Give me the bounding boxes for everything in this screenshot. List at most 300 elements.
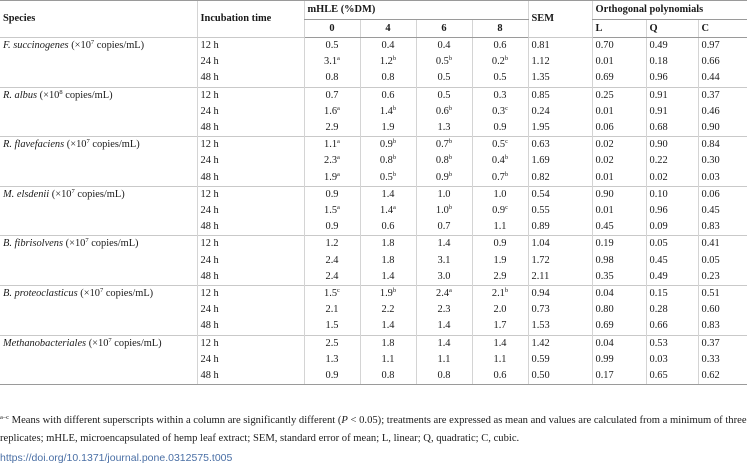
table-row — [0, 219, 747, 236]
incubation-time-cell: 24 h — [197, 352, 304, 368]
sem-cell: 1.42 — [528, 335, 592, 352]
mhle-value: 0.5 — [493, 72, 507, 84]
mhle-value-cell — [304, 318, 360, 335]
mhle-value: 2.4 — [325, 270, 339, 282]
incubation-time-cell: 48 h — [197, 120, 304, 137]
cubic-cell: 0.83 — [698, 219, 747, 236]
header-quadratic: Q — [646, 20, 698, 38]
significance-superscript: b — [448, 204, 453, 212]
species-unit-prefix: (×10 — [86, 337, 109, 349]
linear-cell: 0.90 — [592, 186, 646, 203]
table-row — [0, 368, 747, 385]
quadratic-cell: 0.09 — [646, 219, 698, 236]
header-incubation-time: Incubation time — [197, 1, 304, 38]
species-cell — [0, 335, 197, 352]
mhle-value: 1.5 — [325, 320, 339, 332]
mhle-value-cell — [472, 219, 528, 236]
incubation-time-cell: 24 h — [197, 54, 304, 70]
significance-superscript: b — [392, 287, 397, 295]
mhle-value: 2.3 — [324, 155, 338, 167]
mhle-value: 1.9 — [381, 122, 395, 134]
mhle-value-cell — [304, 302, 360, 318]
species-unit-suffix: copies/mL) — [89, 139, 140, 151]
mhle-value-cell — [416, 368, 472, 385]
cubic-cell: 0.62 — [698, 368, 747, 385]
mhle-value: 1.5 — [324, 288, 338, 300]
sem-cell: 2.11 — [528, 269, 592, 286]
header-mhle: mHLE (%DM) — [304, 1, 528, 20]
mhle-value: 1.4 — [380, 205, 394, 217]
mhle-value-cell — [416, 253, 472, 269]
incubation-time-cell: 12 h — [197, 335, 304, 352]
header-cubic: C — [698, 20, 747, 38]
mhle-value-cell — [472, 269, 528, 286]
mhle-value-cell — [416, 137, 472, 154]
mhle-value: 0.7 — [491, 171, 505, 183]
species-name: F. succinogenes — [3, 40, 69, 51]
species-unit-exponent: 7 — [71, 187, 75, 195]
significance-superscript: c — [337, 287, 340, 295]
header-dose-6: 6 — [416, 20, 472, 38]
mhle-value-cell — [416, 104, 472, 120]
species-cell — [0, 236, 197, 253]
species-cell — [0, 170, 197, 187]
quadratic-cell: 0.91 — [646, 87, 698, 104]
quadratic-cell: 0.96 — [646, 70, 698, 87]
table-row — [0, 38, 747, 55]
mhle-value-cell — [472, 54, 528, 70]
mhle-value-cell — [360, 170, 416, 187]
mhle-value-cell — [360, 302, 416, 318]
mhle-value: 0.9 — [325, 370, 339, 382]
species-cell — [0, 54, 197, 70]
incubation-time-cell: 48 h — [197, 219, 304, 236]
header-dose-0: 0 — [304, 20, 360, 38]
header-sem: SEM — [528, 1, 592, 38]
sem-cell: 0.85 — [528, 87, 592, 104]
mhle-value: 1.4 — [381, 270, 395, 282]
mhle-value-cell — [304, 219, 360, 236]
significance-superscript: b — [392, 55, 397, 63]
cubic-cell: 0.66 — [698, 54, 747, 70]
mhle-value: 1.3 — [325, 353, 339, 365]
mhle-value: 3.0 — [437, 270, 451, 282]
species-unit-suffix: copies/mL) — [94, 40, 145, 51]
mhle-value: 1.7 — [493, 320, 507, 332]
mhle-value: 1.8 — [381, 337, 395, 349]
incubation-time-cell: 48 h — [197, 368, 304, 385]
mhle-value-cell — [416, 219, 472, 236]
cubic-cell: 0.41 — [698, 236, 747, 253]
species-cell — [0, 153, 197, 169]
significance-superscript: a — [337, 55, 340, 63]
mhle-value-cell — [416, 335, 472, 352]
species-unit-prefix: (×10 — [64, 139, 87, 151]
table-row — [0, 153, 747, 169]
footnote-text-a: Means with different superscripts within a column are significantly different ( — [9, 415, 342, 426]
mhle-value-cell — [304, 203, 360, 219]
linear-cell: 0.04 — [592, 335, 646, 352]
footnote-p: P — [341, 415, 348, 426]
table-row — [0, 335, 747, 352]
mhle-value-cell — [304, 236, 360, 253]
species-unit-exponent: 7 — [99, 287, 104, 295]
mhle-value-cell — [360, 153, 416, 169]
incubation-time-cell: 48 h — [197, 269, 304, 286]
linear-cell: 0.69 — [592, 318, 646, 335]
mhle-value-cell — [304, 286, 360, 303]
linear-cell: 0.99 — [592, 352, 646, 368]
mhle-value-cell — [416, 236, 472, 253]
significance-superscript: b — [504, 154, 509, 162]
mhle-value: 1.4 — [379, 105, 393, 117]
table-row — [0, 302, 747, 318]
significance-superscript: a — [393, 204, 396, 212]
species-name: Methanobacteriales — [3, 337, 87, 349]
cubic-cell: 0.33 — [698, 352, 747, 368]
incubation-time-cell: 12 h — [197, 87, 304, 104]
mhle-value-cell — [360, 253, 416, 269]
incubation-time-cell: 12 h — [197, 38, 304, 55]
mhle-value: 2.1 — [491, 288, 505, 300]
quadratic-cell: 0.15 — [646, 286, 698, 303]
mhle-value-cell — [304, 368, 360, 385]
quadratic-cell: 0.22 — [646, 153, 698, 169]
mhle-value-cell — [416, 120, 472, 137]
incubation-time-cell: 24 h — [197, 302, 304, 318]
mhle-value-cell — [360, 318, 416, 335]
linear-cell: 0.19 — [592, 236, 646, 253]
table-row — [0, 87, 747, 104]
footnote-superscript: a–c — [0, 414, 10, 421]
mhle-value-cell — [304, 137, 360, 154]
species-cell — [0, 38, 197, 55]
incubation-time-cell: 24 h — [197, 203, 304, 219]
mhle-value-cell — [472, 104, 528, 120]
significance-superscript: b — [504, 287, 509, 295]
sem-cell: 1.12 — [528, 54, 592, 70]
mhle-value: 1.4 — [437, 337, 451, 349]
table-body — [0, 38, 747, 385]
linear-cell: 0.06 — [592, 120, 646, 137]
sem-cell: 1.72 — [528, 253, 592, 269]
mhle-value-cell — [304, 87, 360, 104]
significance-superscript: b — [392, 104, 397, 112]
significance-superscript: b — [504, 55, 509, 63]
mhle-value: 0.9 — [325, 221, 339, 233]
mhle-value-cell — [304, 269, 360, 286]
mhle-value: 0.6 — [435, 105, 449, 117]
quadratic-cell: 0.65 — [646, 368, 698, 385]
species-cell — [0, 302, 197, 318]
mhle-value-cell — [472, 87, 528, 104]
incubation-time-cell: 12 h — [197, 236, 304, 253]
mhle-value: 1.4 — [493, 337, 507, 349]
mhle-value-cell — [416, 203, 472, 219]
header-orthogonal: Orthogonal polynomials — [592, 1, 747, 20]
species-name: R. albus — [3, 89, 38, 101]
sem-cell: 0.89 — [528, 219, 592, 236]
mhle-value: 1.4 — [437, 320, 451, 332]
mhle-value-cell — [304, 38, 360, 55]
mhle-value-cell — [360, 236, 416, 253]
species-cell — [0, 186, 197, 203]
species-unit-exponent: 7 — [108, 336, 112, 344]
species-unit-prefix: (×10 — [63, 238, 86, 250]
mhle-value-cell — [360, 286, 416, 303]
mhle-value-cell — [416, 70, 472, 87]
mhle-value: 1.9 — [379, 288, 393, 300]
cubic-cell: 0.30 — [698, 153, 747, 169]
incubation-time-cell: 24 h — [197, 153, 304, 169]
mhle-value-cell — [360, 352, 416, 368]
mhle-value: 0.8 — [325, 72, 339, 84]
header-linear: L — [592, 20, 646, 38]
mhle-value: 1.4 — [381, 320, 395, 332]
mhle-value: 0.4 — [491, 155, 505, 167]
quadratic-cell: 0.05 — [646, 236, 698, 253]
mhle-value-cell — [360, 120, 416, 137]
species-cell — [0, 286, 197, 303]
mhle-value: 2.3 — [437, 304, 451, 316]
mhle-value-cell — [416, 153, 472, 169]
quadratic-cell: 0.45 — [646, 253, 698, 269]
cubic-cell: 0.83 — [698, 318, 747, 335]
cubic-cell: 0.60 — [698, 302, 747, 318]
species-cell — [0, 137, 197, 154]
sem-cell: 1.69 — [528, 153, 592, 169]
quadratic-cell: 0.03 — [646, 352, 698, 368]
mhle-value: 0.6 — [381, 221, 395, 233]
significance-superscript: a — [337, 138, 340, 146]
table-row — [0, 70, 747, 87]
cubic-cell: 0.03 — [698, 170, 747, 187]
mhle-value: 1.1 — [493, 353, 507, 365]
species-unit-exponent: 7 — [86, 138, 90, 146]
linear-cell: 0.17 — [592, 368, 646, 385]
cubic-cell: 0.84 — [698, 137, 747, 154]
quadratic-cell: 0.90 — [646, 137, 698, 154]
mhle-value: 0.5 — [437, 72, 451, 84]
doi-link[interactable]: https://doi.org/10.1371/journal.pone.0312575.t005 — [0, 452, 233, 464]
mhle-value-cell — [472, 70, 528, 87]
species-cell — [0, 352, 197, 368]
significance-superscript: a — [337, 154, 340, 162]
mhle-value-cell — [472, 253, 528, 269]
mhle-value: 0.8 — [381, 72, 395, 84]
sem-cell: 0.55 — [528, 203, 592, 219]
table-row — [0, 236, 747, 253]
mhle-value-cell — [360, 203, 416, 219]
significance-superscript: c — [505, 204, 508, 212]
mhle-value: 0.4 — [437, 40, 451, 51]
mhle-value-cell — [472, 170, 528, 187]
significance-superscript: a — [337, 170, 340, 178]
table-row — [0, 137, 747, 154]
mhle-value: 1.2 — [379, 56, 393, 68]
mhle-value: 1.8 — [381, 254, 395, 266]
mhle-value: 1.0 — [437, 188, 451, 200]
mhle-value-cell — [472, 203, 528, 219]
species-name: B. fibrisolvens — [3, 238, 64, 250]
sem-cell: 0.94 — [528, 286, 592, 303]
mhle-value: 1.0 — [493, 188, 507, 200]
table-row — [0, 352, 747, 368]
header-dose-4: 4 — [360, 20, 416, 38]
mhle-value: 1.9 — [493, 254, 507, 266]
mhle-value: 2.5 — [325, 337, 339, 349]
species-unit-exponent: 8 — [59, 88, 63, 96]
species-unit-prefix: (×10 — [77, 288, 100, 300]
mhle-value-cell — [304, 170, 360, 187]
mhle-value-cell — [416, 352, 472, 368]
mhle-value-cell — [304, 153, 360, 169]
mhle-value: 0.3 — [492, 105, 506, 117]
mhle-value: 0.8 — [379, 155, 393, 167]
mhle-value: 0.9 — [493, 122, 507, 134]
mhle-value-cell — [416, 269, 472, 286]
linear-cell: 0.02 — [592, 137, 646, 154]
mhle-value: 0.9 — [325, 188, 339, 200]
cubic-cell: 0.37 — [698, 87, 747, 104]
mhle-value-cell — [360, 104, 416, 120]
species-unit-exponent: 7 — [85, 237, 89, 245]
significance-superscript: b — [448, 154, 453, 162]
mhle-value: 0.8 — [435, 155, 449, 167]
mhle-value-cell — [360, 70, 416, 87]
mhle-value-cell — [360, 54, 416, 70]
mhle-value: 0.9 — [435, 171, 449, 183]
table-row — [0, 203, 747, 219]
mhle-value-cell — [416, 38, 472, 55]
species-unit-prefix: (×10 — [49, 188, 72, 200]
mhle-value: 0.5 — [379, 171, 393, 183]
mhle-value: 1.2 — [325, 238, 339, 250]
sem-cell: 0.63 — [528, 137, 592, 154]
mhle-value: 1.4 — [381, 188, 395, 200]
mhle-value: 0.5 — [492, 139, 506, 151]
quadratic-cell: 0.02 — [646, 170, 698, 187]
linear-cell: 0.01 — [592, 170, 646, 187]
table-row — [0, 186, 747, 203]
mhle-value-cell — [416, 302, 472, 318]
mhle-value-cell — [304, 120, 360, 137]
mhle-value: 1.8 — [381, 238, 395, 250]
mhle-value-cell — [472, 335, 528, 352]
significance-superscript: a — [337, 104, 340, 112]
mhle-value-cell — [472, 352, 528, 368]
sem-cell: 1.35 — [528, 70, 592, 87]
table-row — [0, 104, 747, 120]
linear-cell: 0.01 — [592, 104, 646, 120]
mhle-value-cell — [472, 38, 528, 55]
species-unit-suffix: copies/mL) — [111, 337, 162, 349]
mhle-value: 0.9 — [492, 205, 506, 217]
quadratic-cell: 0.10 — [646, 186, 698, 203]
species-cell — [0, 87, 197, 104]
sem-cell: 0.54 — [528, 186, 592, 203]
significance-superscript: b — [448, 170, 453, 178]
significance-superscript: c — [505, 104, 508, 112]
species-cell — [0, 253, 197, 269]
species-name: B. proteoclasticus — [3, 288, 78, 300]
cubic-cell: 0.05 — [698, 253, 747, 269]
footnote-text-b: < 0.05); treatments are expressed as mean and values are calculated from a minimum of three replicates; mHLE, microencapsulated of hemp leaf extract; SEM, standard error of mean; L, linear; Q, quadratic; C, cubic. — [0, 415, 747, 444]
mhle-value-cell — [304, 253, 360, 269]
species-unit-suffix: copies/mL) — [103, 288, 154, 300]
linear-cell: 0.25 — [592, 87, 646, 104]
mhle-value: 2.4 — [325, 254, 339, 266]
mhle-value: 0.6 — [381, 89, 395, 101]
mhle-value-cell — [416, 186, 472, 203]
linear-cell: 0.01 — [592, 54, 646, 70]
mhle-value: 2.9 — [493, 270, 507, 282]
linear-cell: 0.69 — [592, 70, 646, 87]
mhle-value: 1.0 — [435, 205, 449, 217]
mhle-value: 1.3 — [437, 122, 451, 134]
cubic-cell: 0.51 — [698, 286, 747, 303]
species-cell — [0, 104, 197, 120]
species-unit-suffix: copies/mL) — [62, 89, 113, 101]
mhle-value: 0.5 — [437, 89, 451, 101]
species-cell — [0, 203, 197, 219]
cubic-cell: 0.37 — [698, 335, 747, 352]
species-name: M. elsdenii — [3, 188, 50, 200]
mhle-value-cell — [472, 318, 528, 335]
mhle-value-cell — [472, 302, 528, 318]
mhle-value: 2.1 — [325, 304, 339, 316]
incubation-time-cell: 12 h — [197, 286, 304, 303]
linear-cell: 0.02 — [592, 153, 646, 169]
incubation-time-cell: 24 h — [197, 253, 304, 269]
significance-superscript: b — [392, 170, 397, 178]
mhle-value: 1.6 — [324, 105, 338, 117]
incubation-time-cell: 12 h — [197, 186, 304, 203]
mhle-value-cell — [416, 87, 472, 104]
mhle-value: 2.2 — [381, 304, 395, 316]
quadratic-cell: 0.53 — [646, 335, 698, 352]
species-unit-suffix: copies/mL) — [88, 238, 139, 250]
mhle-value: 0.5 — [435, 56, 449, 68]
significance-superscript: a — [337, 204, 340, 212]
quadratic-cell: 0.49 — [646, 38, 698, 55]
mhle-value: 3.1 — [437, 254, 451, 266]
table-row — [0, 54, 747, 70]
mhle-value: 2.9 — [325, 122, 339, 134]
mhle-value: 0.4 — [381, 40, 395, 51]
cubic-cell: 0.97 — [698, 38, 747, 55]
significance-superscript: b — [448, 104, 453, 112]
mhle-value: 1.4 — [437, 238, 451, 250]
species-cell — [0, 219, 197, 236]
mhle-value-cell — [472, 286, 528, 303]
species-unit-suffix: copies/mL) — [74, 188, 125, 200]
mhle-value-cell — [360, 87, 416, 104]
mhle-value-cell — [304, 352, 360, 368]
incubation-time-cell: 48 h — [197, 70, 304, 87]
incubation-time-cell: 24 h — [197, 104, 304, 120]
quadratic-cell: 0.91 — [646, 104, 698, 120]
incubation-time-cell: 12 h — [197, 137, 304, 154]
table-row — [0, 170, 747, 187]
species-unit-prefix: (×10 — [68, 40, 91, 51]
significance-superscript: a — [449, 287, 452, 295]
mhle-value: 0.3 — [493, 89, 507, 101]
mhle-value: 0.6 — [493, 370, 507, 382]
linear-cell: 0.35 — [592, 269, 646, 286]
table-row — [0, 253, 747, 269]
mhle-value: 1.9 — [324, 171, 338, 183]
